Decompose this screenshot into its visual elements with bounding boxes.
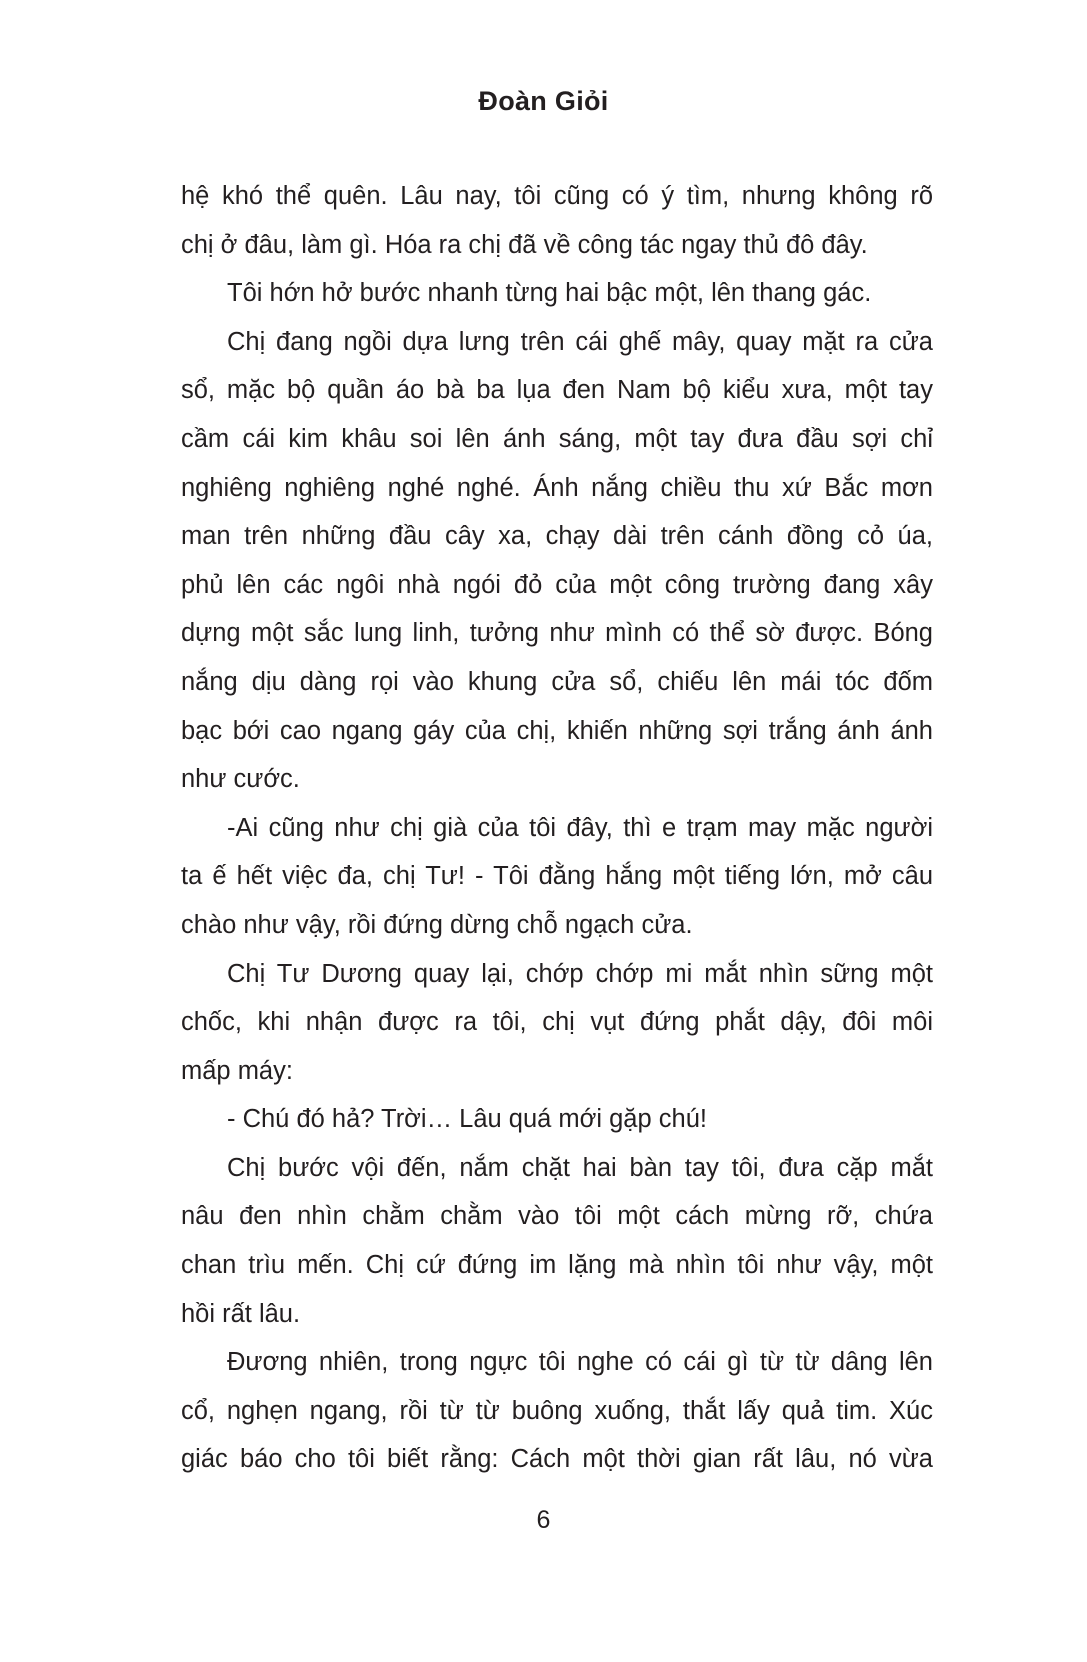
- text-line: Tôi hớn hở bước nhanh từng hai bậc một, lên thang gác.: [227, 279, 872, 308]
- text-line: mấp máy:: [181, 1056, 293, 1085]
- body-text: [181, 172, 933, 1484]
- text-line: nắng dịu dàng rọi vào khung cửa sổ, chiếu lên mái tóc đốm: [181, 667, 933, 696]
- page-number: 6: [536, 1506, 551, 1534]
- text-line: -Ai cũng như chị già của tôi đây, thì e trạm may mặc người: [227, 813, 933, 842]
- text-line: nghiêng nghiêng nghé nghé. Ánh nắng chiều thu xứ Bắc mơn: [181, 473, 933, 502]
- text-line: Chị đang ngồi dựa lưng trên cái ghế mây, quay mặt ra cửa: [227, 327, 933, 356]
- text-line: chào như vậy, rồi đứng dừng chỗ ngạch cửa.: [181, 910, 693, 939]
- text-line: giác báo cho tôi biết rằng: Cách một thời gian rất lâu, nó vừa: [181, 1445, 933, 1474]
- text-line: man trên những đầu cây xa, chạy dài trên cánh đồng cỏ úa,: [181, 522, 933, 551]
- text-line: - Chú đó hả? Trời… Lâu quá mới gặp chú!: [227, 1105, 707, 1134]
- text-line: hệ khó thể quên. Lâu nay, tôi cũng có ý tìm, nhưng không rõ: [181, 182, 933, 210]
- text-line: dựng một sắc lung linh, tưởng như mình có thể sờ được. Bóng: [181, 619, 933, 648]
- text-line: chị ở đâu, làm gì. Hóa ra chị đã về công tác ngay thủ đô đây.: [181, 230, 868, 259]
- text-line: chan trìu mến. Chị cứ đứng im lặng mà nhìn tôi như vậy, một: [181, 1251, 933, 1280]
- text-line: phủ lên các ngôi nhà ngói đỏ của một công trường đang xây: [181, 570, 933, 599]
- text-line: ta ế hết việc đa, chị Tư! - Tôi đằng hắng một tiếng lớn, mở câu: [181, 862, 933, 891]
- text-line: chốc, khi nhận được ra tôi, chị vụt đứng phắt dậy, đôi môi: [181, 1008, 933, 1037]
- text-line: nâu đen nhìn chằm chằm vào tôi một cách mừng rỡ, chứa: [181, 1202, 933, 1231]
- text-line: hồi rất lâu.: [181, 1299, 301, 1328]
- text-line: Đương nhiên, trong ngực tôi nghe có cái gì từ từ dâng lên: [227, 1348, 933, 1377]
- text-line: cổ, nghẹn ngang, rồi từ từ buông xuống, thắt lấy quả tim. Xúc: [181, 1396, 933, 1425]
- text-line: Chị Tư Dương quay lại, chớp chớp mi mắt nhìn sững một: [227, 959, 933, 988]
- text-line: sổ, mặc bộ quần áo bà ba lụa đen Nam bộ kiểu xưa, một tay: [181, 376, 933, 405]
- running-header-author: Đoàn Giỏi: [478, 86, 609, 116]
- text-line: bạc bới cao ngang gáy của chị, khiến những sợi trắng ánh ánh: [181, 716, 933, 745]
- text-line: cầm cái kim khâu soi lên ánh sáng, một tay đưa đầu sợi chỉ: [181, 424, 933, 453]
- text-line: như cước.: [181, 765, 300, 794]
- text-line: Chị bước vội đến, nắm chặt hai bàn tay tôi, đưa cặp mắt: [227, 1153, 933, 1182]
